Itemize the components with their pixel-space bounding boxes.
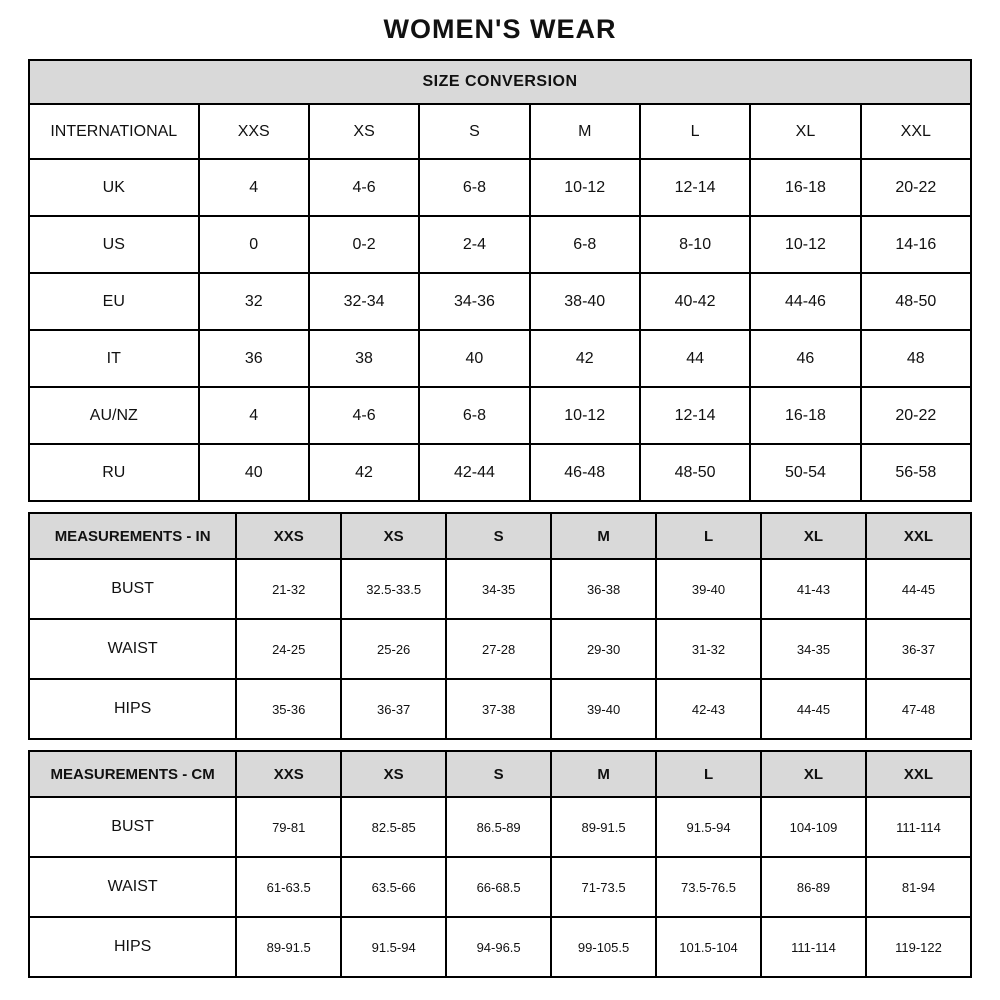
size-value: 56-58 [861, 444, 971, 501]
measurement-value: 91.5-94 [656, 797, 761, 857]
measurement-value: 91.5-94 [341, 917, 446, 977]
size-value: 50-54 [750, 444, 860, 501]
size-value: 32 [199, 273, 309, 330]
measurement-value: 94-96.5 [446, 917, 551, 977]
measurement-label-waist: WAIST [29, 619, 236, 679]
region-label-eu: EU [29, 273, 199, 330]
measurement-value: 41-43 [761, 559, 866, 619]
measurement-value: 81-94 [866, 857, 971, 917]
measurements-in-row-hips [29, 679, 971, 739]
measurement-value: 79-81 [236, 797, 341, 857]
size-label-xxs: XXS [236, 751, 341, 797]
measurements-in-row-bust [29, 559, 971, 619]
measurement-value: 42-43 [656, 679, 761, 739]
measurements-cm-row-bust [29, 797, 971, 857]
size-value: 46 [750, 330, 860, 387]
size-label-xs: XS [341, 751, 446, 797]
conversion-row-eu [29, 273, 971, 330]
size-label-xxl: XXL [866, 513, 971, 559]
region-label-ru: RU [29, 444, 199, 501]
measurement-value: 35-36 [236, 679, 341, 739]
size-value: 16-18 [750, 387, 860, 444]
measurement-value: 101.5-104 [656, 917, 761, 977]
size-value: 46-48 [530, 444, 640, 501]
size-label-s: S [419, 104, 529, 159]
size-value: 6-8 [419, 159, 529, 216]
measurement-value: 24-25 [236, 619, 341, 679]
measurement-value: 73.5-76.5 [656, 857, 761, 917]
measurements-cm-body [29, 797, 971, 977]
measurement-value: 25-26 [341, 619, 446, 679]
measurement-value: 27-28 [446, 619, 551, 679]
size-label-m: M [551, 751, 656, 797]
measurement-value: 61-63.5 [236, 857, 341, 917]
size-value: 44-46 [750, 273, 860, 330]
measurements-in-title: MEASUREMENTS - IN [29, 513, 236, 559]
measurements-cm-header-row [29, 751, 971, 797]
measurement-value: 71-73.5 [551, 857, 656, 917]
measurement-value: 89-91.5 [551, 797, 656, 857]
size-value: 0-2 [309, 216, 419, 273]
measurement-value: 63.5-66 [341, 857, 446, 917]
size-value: 20-22 [861, 387, 971, 444]
measurement-value: 39-40 [656, 559, 761, 619]
region-label-aunz: AU/NZ [29, 387, 199, 444]
measurement-value: 39-40 [551, 679, 656, 739]
size-label-xs: XS [341, 513, 446, 559]
size-value: 40 [199, 444, 309, 501]
size-value: 42 [309, 444, 419, 501]
measurements-in-body [29, 559, 971, 739]
size-label-xxl: XXL [866, 751, 971, 797]
size-value: 16-18 [750, 159, 860, 216]
size-value: 42-44 [419, 444, 529, 501]
size-label-s: S [446, 751, 551, 797]
size-value: 12-14 [640, 387, 750, 444]
measurement-value: 119-122 [866, 917, 971, 977]
size-value: 10-12 [750, 216, 860, 273]
measurement-value: 36-37 [866, 619, 971, 679]
size-conversion-banner-row [29, 60, 971, 104]
measurements-in-row-waist [29, 619, 971, 679]
measurement-label-waist: WAIST [29, 857, 236, 917]
measurement-value: 21-32 [236, 559, 341, 619]
size-value: 6-8 [530, 216, 640, 273]
page-title: WOMEN'S WEAR [383, 14, 617, 44]
size-label-m: M [530, 104, 640, 159]
measurement-value: 34-35 [761, 619, 866, 679]
size-conversion-table [28, 59, 972, 502]
measurement-value: 29-30 [551, 619, 656, 679]
measurement-value: 86.5-89 [446, 797, 551, 857]
size-label-l: L [640, 104, 750, 159]
conversion-header-label: INTERNATIONAL [29, 104, 199, 159]
measurements-cm-row-hips [29, 917, 971, 977]
conversion-row-aunz [29, 387, 971, 444]
size-label-l: L [656, 513, 761, 559]
size-value: 48-50 [861, 273, 971, 330]
size-value: 8-10 [640, 216, 750, 273]
size-value: 32-34 [309, 273, 419, 330]
size-value: 12-14 [640, 159, 750, 216]
size-value: 4-6 [309, 387, 419, 444]
size-label-xl: XL [761, 751, 866, 797]
conversion-row-ru [29, 444, 971, 501]
conversion-row-uk [29, 159, 971, 216]
measurement-value: 89-91.5 [236, 917, 341, 977]
measurement-value: 36-38 [551, 559, 656, 619]
size-value: 10-12 [530, 387, 640, 444]
measurement-label-hips: HIPS [29, 679, 236, 739]
measurement-value: 99-105.5 [551, 917, 656, 977]
size-value: 2-4 [419, 216, 529, 273]
size-value: 4 [199, 387, 309, 444]
size-label-xxs: XXS [236, 513, 341, 559]
size-value: 20-22 [861, 159, 971, 216]
size-value: 38-40 [530, 273, 640, 330]
measurement-value: 82.5-85 [341, 797, 446, 857]
measurement-value: 31-32 [656, 619, 761, 679]
size-value: 10-12 [530, 159, 640, 216]
measurements-cm-table [28, 750, 972, 978]
size-value: 14-16 [861, 216, 971, 273]
conversion-row-it [29, 330, 971, 387]
size-label-xs: XS [309, 104, 419, 159]
size-label-xxs: XXS [199, 104, 309, 159]
measurement-label-bust: BUST [29, 559, 236, 619]
conversion-row-us [29, 216, 971, 273]
size-label-xl: XL [750, 104, 860, 159]
measurement-value: 86-89 [761, 857, 866, 917]
region-label-it: IT [29, 330, 199, 387]
measurement-value: 37-38 [446, 679, 551, 739]
measurements-in-table [28, 512, 972, 740]
size-conversion-banner: SIZE CONVERSION [29, 60, 971, 104]
size-label-xl: XL [761, 513, 866, 559]
size-value: 0 [199, 216, 309, 273]
size-value: 4-6 [309, 159, 419, 216]
measurements-cm-title: MEASUREMENTS - CM [29, 751, 236, 797]
size-label-l: L [656, 751, 761, 797]
measurement-value: 47-48 [866, 679, 971, 739]
measurements-in-header-row [29, 513, 971, 559]
measurement-value: 44-45 [761, 679, 866, 739]
measurements-cm-row-waist [29, 857, 971, 917]
size-conversion-body [29, 159, 971, 501]
size-value: 38 [309, 330, 419, 387]
measurement-label-hips: HIPS [29, 917, 236, 977]
size-value: 4 [199, 159, 309, 216]
measurement-value: 66-68.5 [446, 857, 551, 917]
size-value: 42 [530, 330, 640, 387]
measurement-value: 32.5-33.5 [341, 559, 446, 619]
size-conversion-header-row [29, 104, 971, 159]
size-label-m: M [551, 513, 656, 559]
size-value: 40 [419, 330, 529, 387]
size-value: 40-42 [640, 273, 750, 330]
measurement-value: 104-109 [761, 797, 866, 857]
size-value: 36 [199, 330, 309, 387]
size-value: 6-8 [419, 387, 529, 444]
measurement-label-bust: BUST [29, 797, 236, 857]
measurement-value: 111-114 [761, 917, 866, 977]
region-label-uk: UK [29, 159, 199, 216]
measurement-value: 34-35 [446, 559, 551, 619]
size-value: 48-50 [640, 444, 750, 501]
size-value: 44 [640, 330, 750, 387]
measurement-value: 111-114 [866, 797, 971, 857]
size-label-xxl: XXL [861, 104, 971, 159]
size-label-s: S [446, 513, 551, 559]
region-label-us: US [29, 216, 199, 273]
measurement-value: 36-37 [341, 679, 446, 739]
measurement-value: 44-45 [866, 559, 971, 619]
size-value: 48 [861, 330, 971, 387]
size-value: 34-36 [419, 273, 529, 330]
